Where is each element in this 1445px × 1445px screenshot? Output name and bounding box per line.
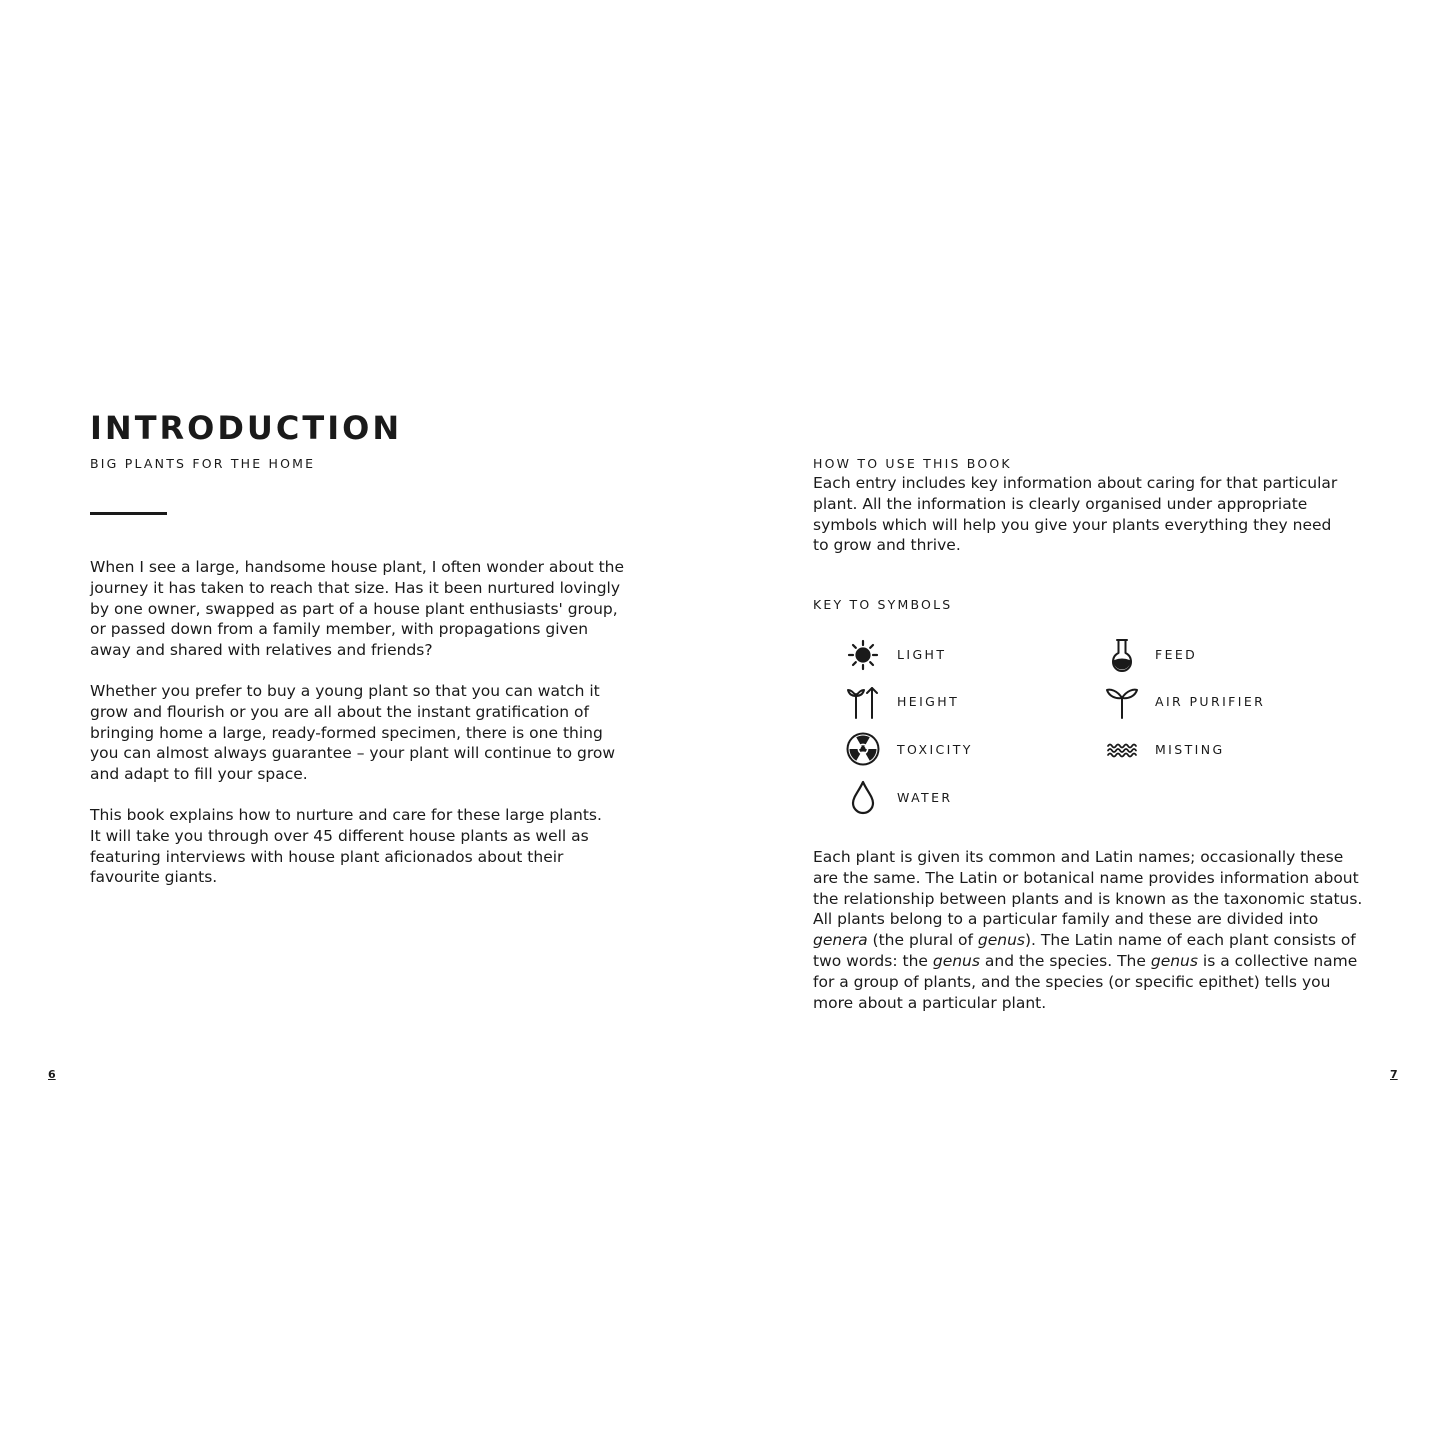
key-heading: KEY TO SYMBOLS (813, 597, 953, 612)
intro-paragraph-3: This book explains how to nurture and care for these large plants. It will take you through over 45 different house plants as well as featuring interviews with house plant aficionados about their favourite giants. (90, 806, 602, 887)
sun-icon (845, 637, 881, 673)
height-sprout-icon (845, 684, 881, 720)
symbol-label-light: LIGHT (897, 647, 947, 662)
page-number-right: 7 (1390, 1068, 1398, 1081)
title-divider (90, 512, 167, 515)
symbol-label-misting: MISTING (1155, 742, 1225, 757)
radiation-icon (845, 731, 881, 767)
page-title: INTRODUCTION (90, 409, 403, 447)
symbol-label-water: WATER (897, 790, 953, 805)
symbol-label-toxicity: TOXICITY (897, 742, 973, 757)
intro-paragraph-1: When I see a large, handsome house plant, I often wonder about the journey it has taken to reach that size. Has it been nurtured lovingly by one owner, swapped as part of a house plant enthusiasts' group, or passed down from a family member, with propagations given away and shared with relatives and friends? (90, 558, 625, 660)
waves-icon (1104, 731, 1140, 767)
droplet-icon (845, 779, 881, 815)
page-number-left: 6 (48, 1068, 56, 1081)
symbol-label-feed: FEED (1155, 647, 1198, 662)
symbol-label-air-purifier: AIR PURIFIER (1155, 694, 1266, 709)
latin-names-paragraph: Each plant is given its common and Latin names; occasionally these are the same. The Latin or botanical name provides information about the relationship between plants and is known as the taxonomic status. All plants belong to a particular family and these are divided into genera (the plural of genus). The Latin name of each plant consists of two words: the genus and the species. The genus is a collective name for a group of plants, and the species (or specific epithet) tells you more about a particular plant. (813, 848, 1363, 1012)
flask-icon (1104, 637, 1140, 673)
sprout-icon (1104, 684, 1140, 720)
page-subtitle: BIG PLANTS FOR THE HOME (90, 456, 316, 471)
how-to-heading: HOW TO USE THIS BOOK (813, 456, 1012, 471)
symbol-label-height: HEIGHT (897, 694, 960, 709)
intro-paragraph-2: Whether you prefer to buy a young plant so that you can watch it grow and flourish or you are all about the instant gratification of bringing home a large, ready-formed specimen, there is one thing you can almost always guarantee – your plant will continue to grow and adapt to fill your space. (90, 682, 616, 784)
how-to-paragraph: Each entry includes key information about caring for that particular plant. All the information is clearly organised under appropriate symbols which will help you give your plants everything they need to grow and thrive. (813, 474, 1338, 555)
